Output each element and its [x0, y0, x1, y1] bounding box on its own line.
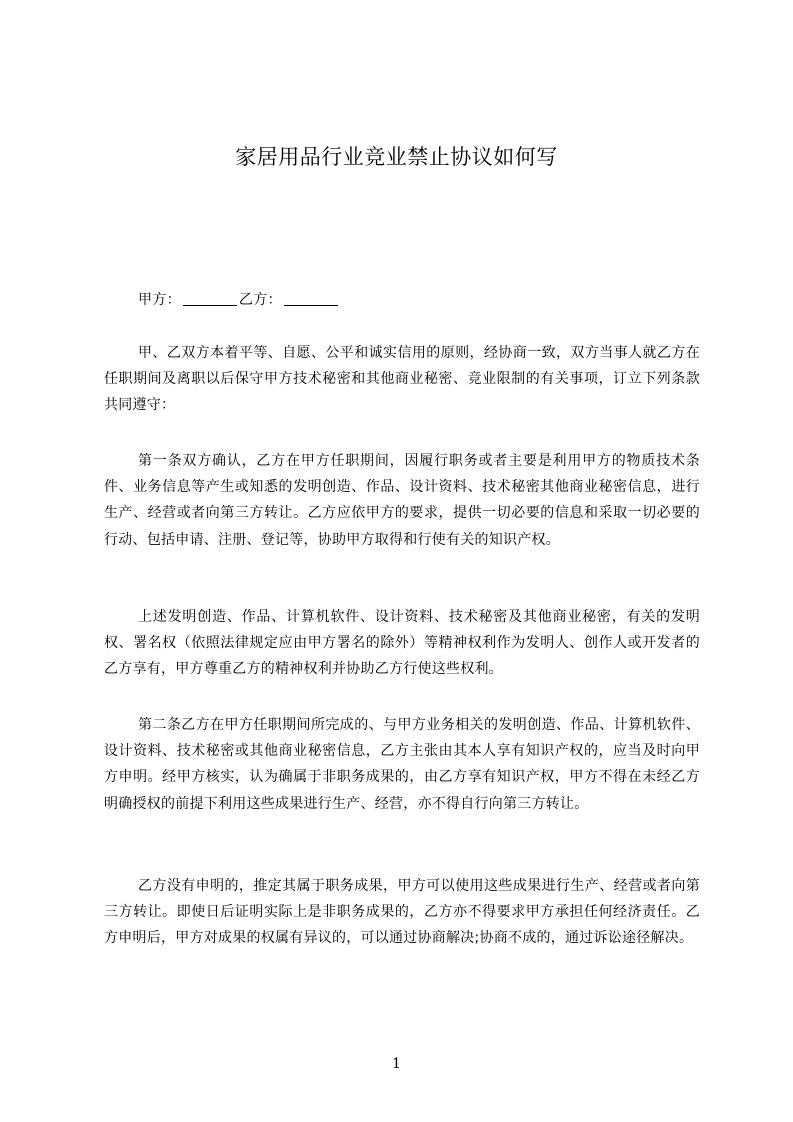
- party-a-blank: [183, 291, 237, 306]
- paragraph-moral-rights: 上述发明创造、作品、计算机软件、设计资料、技术秘密及其他商业秘密，有关的发明权、署名权（依照法律规定应由甲方署名的除外）等精神权利作为发明人、创作人或开发者的乙方享有，甲方尊重乙方的精神权利并协助乙方行使这些权利。: [104, 609, 700, 678]
- paragraph-preamble: 甲、乙双方本着平等、自愿、公平和诚实信用的原则，经协商一致，双方当事人就乙方在任职期间及离职以后保守甲方技术秘密和其他商业秘密、竞业限制的有关事项，订立下列条款共同遵守：: [104, 345, 700, 414]
- party-b-label: 乙方：: [238, 292, 282, 308]
- party-b-blank: [284, 291, 338, 306]
- page-number: 1: [392, 1056, 401, 1072]
- paragraph-article-1: 第一条双方确认，乙方在甲方任职期间，因履行职务或者主要是利用甲方的物质技术条件、业务信息等产生或知悉的发明创造、作品、设计资料、技术秘密其他商业秘密信息，进行生产、经营或者向第三方转让。乙方应依甲方的要求，提供一切必要的信息和采取一切必要的行动、包括申请、注册、登记等，协助甲方取得和行使有关的知识产权。: [104, 453, 700, 548]
- paragraph-no-declaration: 乙方没有申明的，推定其属于职务成果，甲方可以使用这些成果进行生产、经营或者向第三方转让。即使日后证明实际上是非职务成果的，乙方亦不得要求甲方承担任何经济责任。乙方申明后，甲方对成果的权属有异议的，可以通过协商解决;协商不成的，通过诉讼途径解决。: [104, 878, 700, 947]
- paragraph-article-2: 第二条乙方在甲方任职期间所完成的、与甲方业务相关的发明创造、作品、计算机软件、设计资料、技术秘密或其他商业秘密信息，乙方主张由其本人享有知识产权的，应当及时向甲方申明。经甲方核实，认为确属于非职务成果的，由乙方享有知识产权，甲方不得在未经乙方明确授权的前提下利用这些成果进行生产、经营，亦不得自行向第三方转让。: [104, 717, 700, 812]
- document-title: 家居用品行业竞业禁止协议如何写: [235, 145, 558, 169]
- party-a-label: 甲方：: [138, 292, 181, 308]
- parties-line: [138, 289, 340, 311]
